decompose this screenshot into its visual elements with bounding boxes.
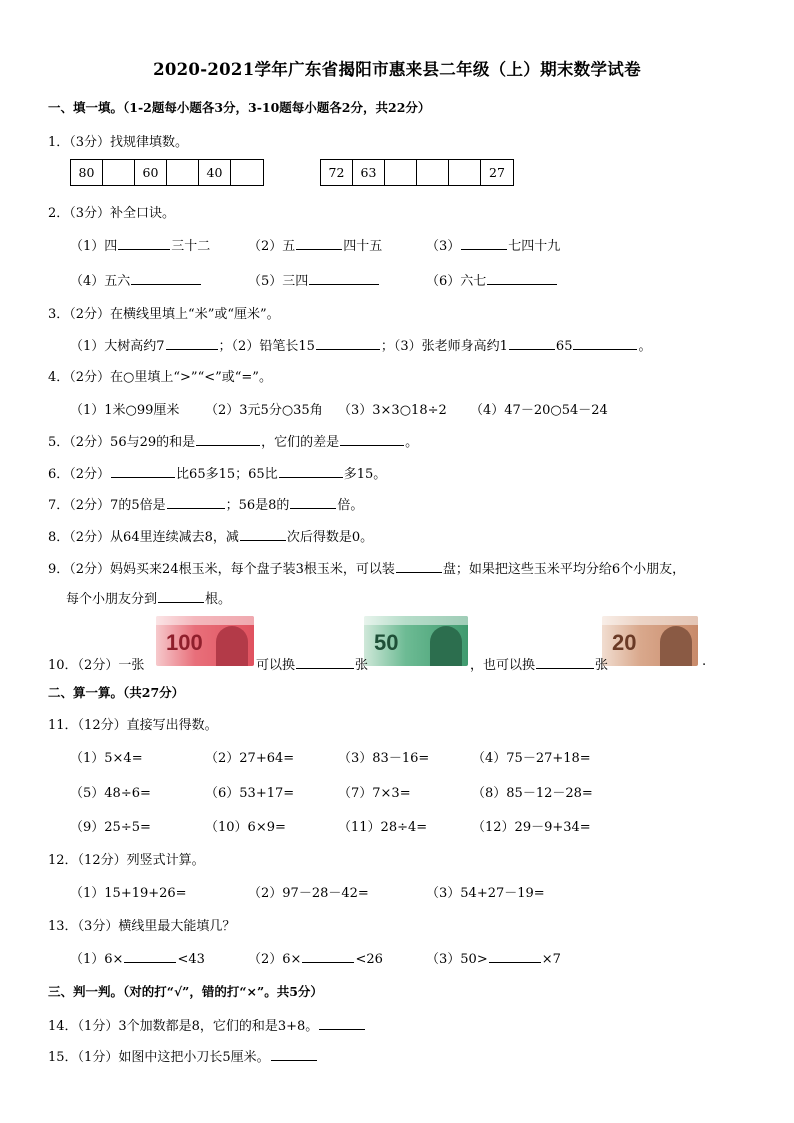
answer-blank[interactable]: [158, 589, 204, 603]
seq-a-cell: 60: [135, 160, 167, 185]
q14-text: 14．（1分）3个加数都是8，它们的和是3+8。: [48, 1019, 319, 1034]
portrait-icon: [430, 626, 462, 666]
q9-line-2: [66, 588, 231, 607]
answer-blank[interactable]: [509, 336, 555, 350]
q1-sequence-b: [320, 159, 514, 186]
q3-text: ；（2）铅笔长15: [218, 339, 315, 354]
q7-text: ；56是8的: [225, 498, 290, 513]
answer-blank[interactable]: [240, 527, 286, 541]
q2-stem: 2．（3分）补全口诀。: [48, 206, 176, 221]
q12-item: （2）97－28－42=: [248, 886, 369, 901]
q1-sequence-a: [70, 159, 264, 186]
seq-b-cell: 27: [489, 165, 505, 180]
q11-item: （9）25÷5=: [70, 820, 151, 835]
q2-item-text: （1）四: [70, 239, 118, 254]
q2-item-text: （3）: [426, 239, 461, 254]
q5-text: 5．（2分）56与29的和是: [48, 435, 196, 450]
banknote-50-image: [364, 616, 468, 666]
q12-item: （3）54+27－19=: [426, 886, 545, 901]
answer-blank[interactable]: [271, 1047, 317, 1061]
seq-b-cell: 63: [353, 160, 385, 185]
q4-item-3: （3）3×3○18÷2: [338, 403, 447, 418]
q13-text: （2）6×: [248, 952, 302, 967]
section-2-heading: 二、算一算。（共27分）: [48, 685, 185, 700]
q10-end: .: [702, 654, 707, 669]
seq-b-cell[interactable]: [417, 160, 449, 185]
answer-blank[interactable]: [279, 464, 343, 478]
q4-stem: 4．（2分）在○里填上“>”“<”或“=”。: [48, 370, 272, 385]
q6-text: 比65多15；65比: [176, 467, 278, 482]
q1-stem: 1．（3分）找规律填数。: [48, 135, 189, 150]
answer-blank[interactable]: [166, 336, 218, 350]
portrait-icon: [216, 626, 248, 666]
q3-text: 65: [555, 339, 573, 354]
q13-text: （3）50>: [426, 952, 488, 967]
answer-blank[interactable]: [302, 949, 354, 963]
q13-text: ×7: [541, 952, 561, 967]
answer-blank[interactable]: [396, 559, 442, 573]
q10-text: 张: [595, 658, 609, 673]
page-title: 2020-2021学年广东省揭阳市惠来县二年级（上）期末数学试卷: [153, 60, 641, 79]
q7-text: 7．（2分）7的5倍是: [48, 498, 166, 513]
seq-a-cell: 40: [199, 160, 231, 185]
q13-text: <43: [177, 952, 205, 967]
q2-item-text: 四十五: [343, 239, 383, 254]
q2-item-3: [426, 235, 560, 254]
q8-text: 次后得数是0。: [286, 530, 374, 545]
banknote-20-image: [602, 616, 698, 666]
q9-text: 每个小朋友分到: [66, 592, 158, 607]
banknote-band: [364, 616, 468, 625]
q2-item-1: [70, 235, 210, 254]
answer-blank[interactable]: [296, 236, 342, 250]
q2-item-6: [426, 270, 558, 289]
q9-text: 9．（2分）妈妈买来24根玉米，每个盘子装3根玉米，可以装: [48, 562, 395, 577]
q11-item: （7）7×3=: [338, 786, 411, 801]
answer-blank[interactable]: [536, 655, 594, 669]
banknote-band: [602, 616, 698, 625]
q11-item: （11）28÷4=: [338, 820, 428, 835]
q9-text: 盘；如果把这些玉米平均分给6个小朋友，: [442, 562, 686, 577]
seq-b-cell[interactable]: [449, 160, 481, 185]
q2-item-4: [70, 270, 202, 289]
answer-blank[interactable]: [111, 464, 175, 478]
q11-item: （12）29－9+34=: [472, 820, 591, 835]
q11-stem: 11．（12分）直接写出得数。: [48, 718, 218, 733]
q2-item-text: （6）六七: [426, 274, 487, 289]
q10-text: 张: [355, 658, 369, 673]
answer-blank[interactable]: [489, 949, 541, 963]
q2-item-text: （2）五: [248, 239, 296, 254]
answer-blank[interactable]: [461, 236, 507, 250]
q11-item: （4）75－27+18=: [472, 751, 591, 766]
banknote-value: 50: [374, 630, 399, 655]
answer-blank[interactable]: [296, 655, 354, 669]
q2-item-text: （5）三四: [248, 274, 309, 289]
q11-item: （3）83－16=: [338, 751, 430, 766]
q5: [48, 431, 418, 450]
q3-items: [70, 335, 651, 354]
answer-blank[interactable]: [290, 495, 336, 509]
q7-text: 倍。: [337, 498, 364, 513]
q4-item-2: （2）3元5分○35角: [205, 403, 323, 418]
q10-text: 可以换: [256, 658, 296, 673]
section-3-heading: 三、判一判。（对的打“√”，错的打“×”。共5分）: [48, 984, 323, 999]
q13-text: <26: [355, 952, 383, 967]
q10-part-b: [256, 654, 368, 673]
answer-blank[interactable]: [309, 271, 379, 285]
seq-b-cell[interactable]: [385, 160, 417, 185]
q3-stem: 3．（2分）在横线里填上“米”或“厘米”。: [48, 307, 280, 322]
q7: [48, 494, 363, 513]
q9-text: 根。: [205, 592, 232, 607]
q12-stem: 12．（12分）列竖式计算。: [48, 853, 205, 868]
q13-stem: 13．（3分）横线里最大能填几？: [48, 919, 236, 934]
answer-blank[interactable]: [487, 271, 557, 285]
q12-item: （1）15+19+26=: [70, 886, 187, 901]
banknote-value: 20: [612, 630, 637, 655]
q2-item-text: （4）五六: [70, 274, 131, 289]
q2-item-text: 七四十九: [508, 239, 561, 254]
q11-item: （5）48÷6=: [70, 786, 151, 801]
answer-blank[interactable]: [131, 271, 201, 285]
banknote-100-image: [156, 616, 254, 666]
q6: [48, 463, 386, 482]
q13-item-3: [426, 948, 561, 967]
q11-item: （8）85－12－28=: [472, 786, 593, 801]
q5-text: 。: [405, 435, 419, 450]
q6-text: 6．（2分）: [48, 467, 111, 482]
q13-item-1: [70, 948, 205, 967]
q14: [48, 1015, 366, 1034]
seq-a-cell: 80: [71, 160, 103, 185]
q4-item-1: （1）1米○99厘米: [70, 403, 180, 418]
q2-item-2: [248, 235, 382, 254]
q3-text: 。: [638, 339, 652, 354]
q2-item-text: 三十二: [171, 239, 211, 254]
seq-a-cell[interactable]: [103, 160, 135, 185]
q10-text: ，也可以换: [470, 658, 536, 673]
q2-item-5: [248, 270, 380, 289]
q10-part-c: [470, 654, 608, 673]
answer-blank[interactable]: [316, 336, 380, 350]
q11-item: （10）6×9=: [205, 820, 286, 835]
q13-text: （1）6×: [70, 952, 124, 967]
seq-b-cell: 72: [321, 160, 353, 185]
banknote-band: [156, 616, 254, 625]
q3-text: （1）大树高约7: [70, 339, 165, 354]
q11-item: （2）27+64=: [205, 751, 295, 766]
q15-text: 15．（1分）如图中这把小刀长5厘米。: [48, 1050, 270, 1065]
q15: [48, 1046, 318, 1065]
q5-text: ，它们的差是: [261, 435, 340, 450]
section-1-heading: 一、填一填。（1-2题每小题各3分，3-10题每小题各2分，共22分）: [48, 100, 431, 115]
q6-text: 多15。: [343, 467, 387, 482]
answer-blank[interactable]: [319, 1016, 365, 1030]
answer-blank[interactable]: [340, 432, 404, 446]
answer-blank[interactable]: [124, 949, 176, 963]
answer-blank[interactable]: [573, 336, 637, 350]
banknote-value: 100: [166, 630, 203, 655]
q13-item-2: [248, 948, 383, 967]
q10-part-a: 10．（2分）一张: [48, 658, 145, 673]
answer-blank[interactable]: [167, 495, 225, 509]
q8-text: 8．（2分）从64里连续减去8，减: [48, 530, 239, 545]
q4-item-4: （4）47－20○54－24: [470, 403, 608, 418]
q9-line-1: [48, 558, 685, 577]
q11-item: （6）53+17=: [205, 786, 295, 801]
portrait-icon: [660, 626, 692, 666]
seq-a-cell[interactable]: [167, 160, 199, 185]
answer-blank[interactable]: [196, 432, 260, 446]
q8: [48, 526, 373, 545]
q11-item: （1）5×4=: [70, 751, 143, 766]
seq-a-cell[interactable]: [231, 160, 263, 185]
q3-text: ；（3）张老师身高约1: [380, 339, 508, 354]
answer-blank[interactable]: [118, 236, 170, 250]
